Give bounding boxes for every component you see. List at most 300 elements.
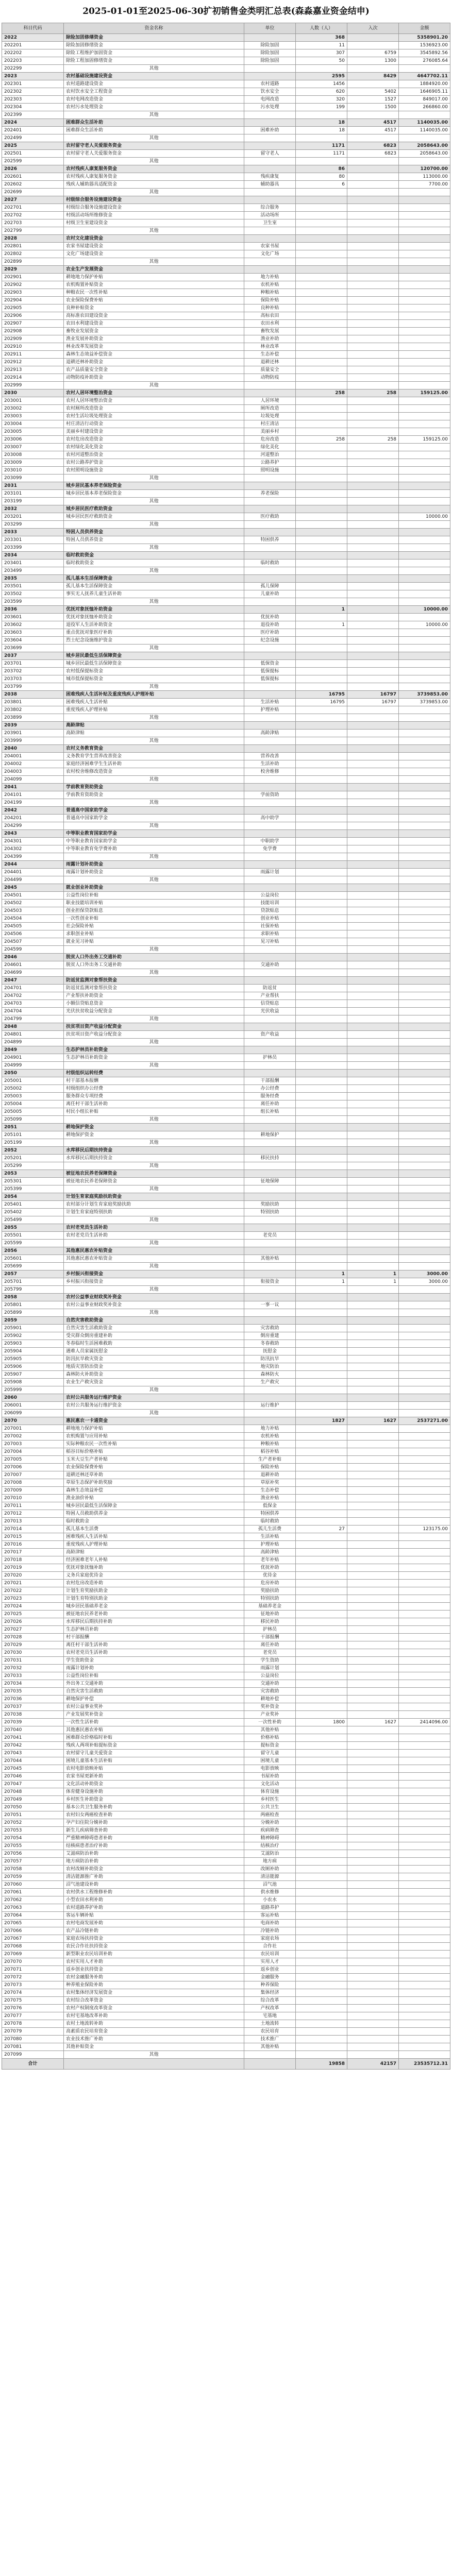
- group-row: [2, 784, 450, 791]
- cell-code: 204704: [2, 1008, 64, 1015]
- cell-times: [347, 274, 399, 281]
- cell-code: 203301: [2, 536, 64, 544]
- cell-amount: [399, 2005, 450, 2012]
- cell-times: [347, 420, 399, 428]
- cell-persons: [296, 428, 347, 436]
- cell-name: 特困人员供养资金: [64, 529, 244, 536]
- cell-unit: 低保金: [244, 1502, 296, 1510]
- cell-code: 207002: [2, 1433, 64, 1440]
- cell-code: 2060: [2, 1394, 64, 1402]
- table-row: [2, 451, 450, 459]
- cell-amount: [399, 815, 450, 822]
- table-row: [2, 250, 450, 258]
- group-row: [2, 1317, 450, 1325]
- cell-unit: 抚慰金: [244, 1348, 296, 1355]
- cell-unit: [244, 189, 296, 196]
- cell-times: [347, 567, 399, 575]
- cell-times: [347, 204, 399, 212]
- cell-unit: 优抚补助: [244, 614, 296, 621]
- cell-persons: [296, 189, 347, 196]
- cell-unit: [244, 521, 296, 529]
- cell-unit: 产业帮扶: [244, 992, 296, 1000]
- table-row: [2, 1309, 450, 1317]
- cell-times: [347, 1533, 399, 1541]
- cell-times: [347, 1788, 399, 1796]
- cell-amount: [399, 1634, 450, 1641]
- cell-code: 207045: [2, 1765, 64, 1773]
- cell-unit: 离任补助: [244, 1100, 296, 1108]
- cell-times: [347, 575, 399, 583]
- cell-persons: [296, 1410, 347, 1417]
- cell-amount: [399, 768, 450, 776]
- cell-unit: [244, 1224, 296, 1232]
- table-row: [2, 189, 450, 196]
- cell-name: 雨露计划补助: [64, 1665, 244, 1672]
- cell-unit: 医疗救助: [244, 513, 296, 521]
- cell-times: [347, 2020, 399, 2028]
- cell-name: 困难群众生活补助: [64, 119, 244, 127]
- cell-unit: 动物防疫: [244, 374, 296, 382]
- cell-persons: 1171: [296, 150, 347, 158]
- table-row: [2, 1618, 450, 1626]
- cell-unit: 渔业补贴: [244, 1495, 296, 1502]
- cell-unit: [244, 142, 296, 150]
- cell-times: [347, 529, 399, 536]
- cell-amount: [399, 1757, 450, 1765]
- cell-unit: 社保补贴: [244, 923, 296, 930]
- table-row: [2, 706, 450, 714]
- cell-code: 204899: [2, 1039, 64, 1046]
- cell-name: 防汛抗旱救灾资金: [64, 1355, 244, 1363]
- cell-persons: [296, 544, 347, 552]
- cell-times: [347, 235, 399, 243]
- cell-amount: [399, 1317, 450, 1325]
- cell-name: 防返贫监测对象帮扶资金: [64, 977, 244, 985]
- cell-times: [347, 1765, 399, 1773]
- cell-amount: [399, 405, 450, 413]
- table-row: [2, 1850, 450, 1858]
- cell-name: 农家书屋建设资金: [64, 243, 244, 250]
- cell-code: 207050: [2, 1804, 64, 1811]
- cell-times: [347, 1124, 399, 1131]
- header-row: [2, 23, 450, 34]
- cell-persons: [296, 892, 347, 900]
- table-row: [2, 946, 450, 954]
- group-row: [2, 34, 450, 42]
- cell-times: [347, 907, 399, 915]
- cell-persons: [296, 1556, 347, 1564]
- cell-name: 小型农田水利补助: [64, 1896, 244, 1904]
- cell-persons: 258: [296, 436, 347, 444]
- table-row: [2, 560, 450, 567]
- cell-times: [347, 1974, 399, 1981]
- cell-code: 202914: [2, 374, 64, 382]
- cell-name: 村级综合服务设施建设资金: [64, 204, 244, 212]
- cell-amount: [399, 1920, 450, 1927]
- cell-name: 森林生态效益补偿资金: [64, 351, 244, 359]
- cell-name: 畜牧业发展资金: [64, 328, 244, 335]
- cell-times: [347, 1502, 399, 1510]
- table-row: [2, 1835, 450, 1842]
- cell-code: 207003: [2, 1440, 64, 1448]
- cell-unit: [244, 1394, 296, 1402]
- table-row: [2, 1796, 450, 1804]
- table-row: [2, 776, 450, 784]
- table-row: [2, 181, 450, 189]
- cell-amount: [399, 1162, 450, 1170]
- table-row: [2, 2012, 450, 2020]
- cell-unit: 家庭农场: [244, 1935, 296, 1943]
- cell-code: 207017: [2, 1549, 64, 1556]
- cell-times: [347, 807, 399, 815]
- cell-code: 204201: [2, 815, 64, 822]
- cell-persons: [296, 1340, 347, 1348]
- cell-times: [347, 1000, 399, 1008]
- cell-amount: [399, 1355, 450, 1363]
- cell-persons: [296, 482, 347, 490]
- cell-persons: [296, 1495, 347, 1502]
- cell-amount: [399, 250, 450, 258]
- cell-code: 207077: [2, 2012, 64, 2020]
- cell-persons: [296, 590, 347, 598]
- cell-unit: 低保资金: [244, 660, 296, 668]
- cell-amount: [399, 281, 450, 289]
- table-row: [2, 289, 450, 297]
- cell-code: 206099: [2, 1410, 64, 1417]
- cell-persons: [296, 227, 347, 235]
- cell-name: 其他惠民惠农补贴: [64, 1726, 244, 1734]
- group-row: [2, 389, 450, 397]
- cell-unit: 奖励扶助: [244, 1587, 296, 1595]
- table-row: [2, 297, 450, 304]
- cell-amount: [399, 1688, 450, 1696]
- cell-amount: [399, 529, 450, 536]
- cell-persons: [296, 204, 347, 212]
- cell-name: 农民合作社扶持资金: [64, 1943, 244, 1951]
- cell-persons: 18: [296, 127, 347, 134]
- cell-name: 重点优抚对象医疗补助: [64, 629, 244, 637]
- cell-times: [347, 544, 399, 552]
- cell-persons: 368: [296, 34, 347, 42]
- cell-times: [347, 1927, 399, 1935]
- cell-code: 204703: [2, 1000, 64, 1008]
- cell-unit: [244, 1124, 296, 1131]
- cell-persons: [296, 1425, 347, 1433]
- cell-code: 207026: [2, 1618, 64, 1626]
- table-row: [2, 65, 450, 73]
- cell-unit: [244, 567, 296, 575]
- table-row: [2, 274, 450, 281]
- cell-unit: 特困供养: [244, 1510, 296, 1518]
- cell-times: [347, 1827, 399, 1835]
- table-row: [2, 1587, 450, 1595]
- cell-times: [347, 1742, 399, 1750]
- cell-name: 城乡居民基础养老金: [64, 1603, 244, 1611]
- cell-amount: [399, 1039, 450, 1046]
- cell-name: 生态护林员补助资金: [64, 1046, 244, 1054]
- cell-unit: [244, 1286, 296, 1294]
- cell-name: 水库移民后期扶持补助: [64, 1618, 244, 1626]
- cell-amount: [399, 1147, 450, 1155]
- cell-amount: [399, 2051, 450, 2059]
- table-row: [2, 1100, 450, 1108]
- cell-amount: [399, 474, 450, 482]
- cell-unit: 高标农田: [244, 312, 296, 320]
- table-row: [2, 645, 450, 652]
- cell-code: 202913: [2, 366, 64, 374]
- cell-persons: [296, 1325, 347, 1332]
- cell-persons: [296, 1232, 347, 1240]
- cell-code: 207008: [2, 1479, 64, 1487]
- cell-times: [347, 1054, 399, 1062]
- table-row: [2, 992, 450, 1000]
- cell-times: 6759: [347, 49, 399, 57]
- cell-amount: [399, 204, 450, 212]
- cell-amount: [399, 583, 450, 590]
- cell-persons: [296, 65, 347, 73]
- cell-name: 计划生育家庭特别扶助: [64, 1209, 244, 1216]
- cell-persons: [296, 1124, 347, 1131]
- cell-amount: [399, 675, 450, 683]
- cell-unit: 资产收益: [244, 1031, 296, 1039]
- table-row: [2, 1348, 450, 1355]
- cell-persons: [296, 1386, 347, 1394]
- cell-persons: [296, 304, 347, 312]
- cell-times: [347, 645, 399, 652]
- cell-persons: [296, 598, 347, 606]
- cell-code: 204503: [2, 907, 64, 915]
- table-row: [2, 1549, 450, 1556]
- cell-code: 205199: [2, 1139, 64, 1147]
- cell-amount: [399, 1402, 450, 1410]
- cell-code: 203604: [2, 637, 64, 645]
- cell-name: 临时救助资金: [64, 552, 244, 560]
- cell-persons: [296, 1587, 347, 1595]
- cell-times: [347, 1062, 399, 1070]
- cell-code: 207058: [2, 1866, 64, 1873]
- cell-persons: [296, 1626, 347, 1634]
- cell-unit: 留守老人: [244, 150, 296, 158]
- cell-times: [347, 799, 399, 807]
- total-unit-cell: [244, 2059, 296, 2070]
- cell-amount: [399, 552, 450, 560]
- cell-amount: [399, 799, 450, 807]
- cell-unit: 综合服务: [244, 204, 296, 212]
- cell-code: 202401: [2, 127, 64, 134]
- table-row: [2, 1881, 450, 1889]
- cell-times: [347, 1456, 399, 1464]
- table-row: [2, 1974, 450, 1981]
- cell-amount: [399, 1263, 450, 1270]
- cell-name: 其他: [64, 382, 244, 389]
- cell-persons: [296, 985, 347, 992]
- cell-name: 其他: [64, 189, 244, 196]
- cell-amount: [399, 1471, 450, 1479]
- cell-amount: [399, 1765, 450, 1773]
- cell-unit: 移民扶持: [244, 1155, 296, 1162]
- cell-code: 203603: [2, 629, 64, 637]
- cell-code: 207065: [2, 1920, 64, 1927]
- cell-code: 205903: [2, 1340, 64, 1348]
- cell-unit: [244, 1263, 296, 1270]
- table-row: [2, 1966, 450, 1974]
- cell-code: 207060: [2, 1881, 64, 1889]
- cell-persons: 320: [296, 96, 347, 104]
- cell-code: 207027: [2, 1626, 64, 1634]
- table-row: [2, 1464, 450, 1471]
- cell-name: 其他: [64, 1216, 244, 1224]
- cell-times: 16797: [347, 699, 399, 706]
- cell-unit: 宅基地: [244, 2012, 296, 2020]
- cell-times: [347, 258, 399, 266]
- cell-unit: [244, 196, 296, 204]
- cell-amount: 849017.00: [399, 96, 450, 104]
- cell-amount: [399, 1155, 450, 1162]
- cell-persons: [296, 1958, 347, 1966]
- cell-name: 高龄津贴: [64, 722, 244, 730]
- cell-times: [347, 830, 399, 838]
- cell-name: 乡村医生补助资金: [64, 1796, 244, 1804]
- table-row: [2, 730, 450, 737]
- group-row: [2, 1170, 450, 1178]
- cell-times: [347, 181, 399, 189]
- cell-times: [347, 498, 399, 505]
- cell-name: 农村留守老人关爱服务资金: [64, 150, 244, 158]
- cell-amount: [399, 1240, 450, 1247]
- header-times: 入次: [347, 23, 399, 34]
- cell-code: 204507: [2, 938, 64, 946]
- cell-times: 16797: [347, 691, 399, 699]
- cell-code: 202907: [2, 320, 64, 328]
- table-row: [2, 1008, 450, 1015]
- cell-unit: [244, 1046, 296, 1054]
- cell-times: 6823: [347, 150, 399, 158]
- cell-code: 202906: [2, 312, 64, 320]
- table-row: [2, 536, 450, 544]
- cell-persons: 1171: [296, 142, 347, 150]
- cell-unit: 地力补贴: [244, 1425, 296, 1433]
- table-row: [2, 366, 450, 374]
- cell-times: [347, 1556, 399, 1564]
- cell-code: 207066: [2, 1927, 64, 1935]
- cell-unit: 优待金: [244, 1572, 296, 1580]
- cell-unit: 创业补贴: [244, 915, 296, 923]
- cell-name: 农村公益事业财政奖补资金: [64, 1301, 244, 1309]
- cell-amount: [399, 65, 450, 73]
- cell-times: [347, 521, 399, 529]
- cell-name: 特困人员救助供养金: [64, 1510, 244, 1518]
- group-row: [2, 505, 450, 513]
- cell-unit: 农民培育: [244, 2028, 296, 2036]
- cell-persons: 27: [296, 1526, 347, 1533]
- cell-name: 农村妇女两癌检查补助: [64, 1811, 244, 1819]
- cell-persons: [296, 1255, 347, 1263]
- cell-unit: [244, 737, 296, 745]
- cell-amount: [399, 1201, 450, 1209]
- group-row: [2, 1023, 450, 1031]
- table-row: [2, 799, 450, 807]
- cell-times: [347, 397, 399, 405]
- cell-persons: [296, 1247, 347, 1255]
- cell-unit: 地力补贴: [244, 274, 296, 281]
- cell-code: 205601: [2, 1255, 64, 1263]
- cell-unit: 交通补助: [244, 1680, 296, 1688]
- cell-unit: [244, 529, 296, 536]
- cell-persons: [296, 1178, 347, 1185]
- cell-times: [347, 1866, 399, 1873]
- cell-code: 207009: [2, 1487, 64, 1495]
- cell-unit: [244, 1386, 296, 1394]
- cell-times: 1527: [347, 96, 399, 104]
- cell-unit: [244, 1193, 296, 1201]
- cell-name: 其他: [64, 1386, 244, 1394]
- cell-amount: [399, 884, 450, 892]
- cell-times: [347, 1920, 399, 1927]
- cell-code: 205201: [2, 1155, 64, 1162]
- cell-code: 204701: [2, 985, 64, 992]
- cell-unit: 公路养护: [244, 459, 296, 467]
- cell-times: 258: [347, 436, 399, 444]
- summary-table: [2, 23, 450, 2070]
- cell-times: [347, 1572, 399, 1580]
- table-row: [2, 753, 450, 760]
- table-row: [2, 791, 450, 799]
- cell-times: [347, 884, 399, 892]
- cell-unit: [244, 1317, 296, 1325]
- cell-name: 冬春临时生活困难救助: [64, 1340, 244, 1348]
- cell-times: [347, 1425, 399, 1433]
- cell-times: [347, 1116, 399, 1124]
- group-row: [2, 691, 450, 699]
- cell-amount: [399, 1603, 450, 1611]
- table-row: [2, 42, 450, 49]
- cell-persons: [296, 459, 347, 467]
- cell-amount: [399, 1572, 450, 1580]
- cell-amount: [399, 838, 450, 845]
- cell-persons: [296, 1139, 347, 1147]
- cell-name: 其他: [64, 969, 244, 977]
- cell-persons: [296, 158, 347, 165]
- cell-code: 2050: [2, 1070, 64, 1077]
- cell-times: [347, 335, 399, 343]
- cell-code: 2043: [2, 830, 64, 838]
- cell-amount: [399, 1456, 450, 1464]
- cell-name: 困难群众价格临时补贴: [64, 1734, 244, 1742]
- cell-name: 扶贫项目资产收益分配资金: [64, 1023, 244, 1031]
- cell-code: 2026: [2, 165, 64, 173]
- cell-name: 其他惠民惠农补贴资金: [64, 1255, 244, 1263]
- cell-persons: [296, 1850, 347, 1858]
- cell-code: 207047: [2, 1781, 64, 1788]
- cell-times: [347, 158, 399, 165]
- cell-persons: [296, 1835, 347, 1842]
- cell-persons: [296, 1286, 347, 1294]
- cell-unit: 种粮补贴: [244, 1440, 296, 1448]
- table-row: [2, 173, 450, 181]
- cell-unit: 困境儿童: [244, 1757, 296, 1765]
- cell-amount: [399, 1170, 450, 1178]
- cell-unit: [244, 1309, 296, 1317]
- cell-code: 202304: [2, 104, 64, 111]
- table-row: [2, 1533, 450, 1541]
- cell-name: 困境儿童基本生活补贴: [64, 1757, 244, 1765]
- cell-name: 其他: [64, 853, 244, 861]
- cell-times: [347, 714, 399, 722]
- cell-times: [347, 1997, 399, 2005]
- cell-unit: 清洁能源: [244, 1873, 296, 1881]
- cell-name: 城乡居民最低生活保障资金: [64, 652, 244, 660]
- cell-amount: [399, 946, 450, 954]
